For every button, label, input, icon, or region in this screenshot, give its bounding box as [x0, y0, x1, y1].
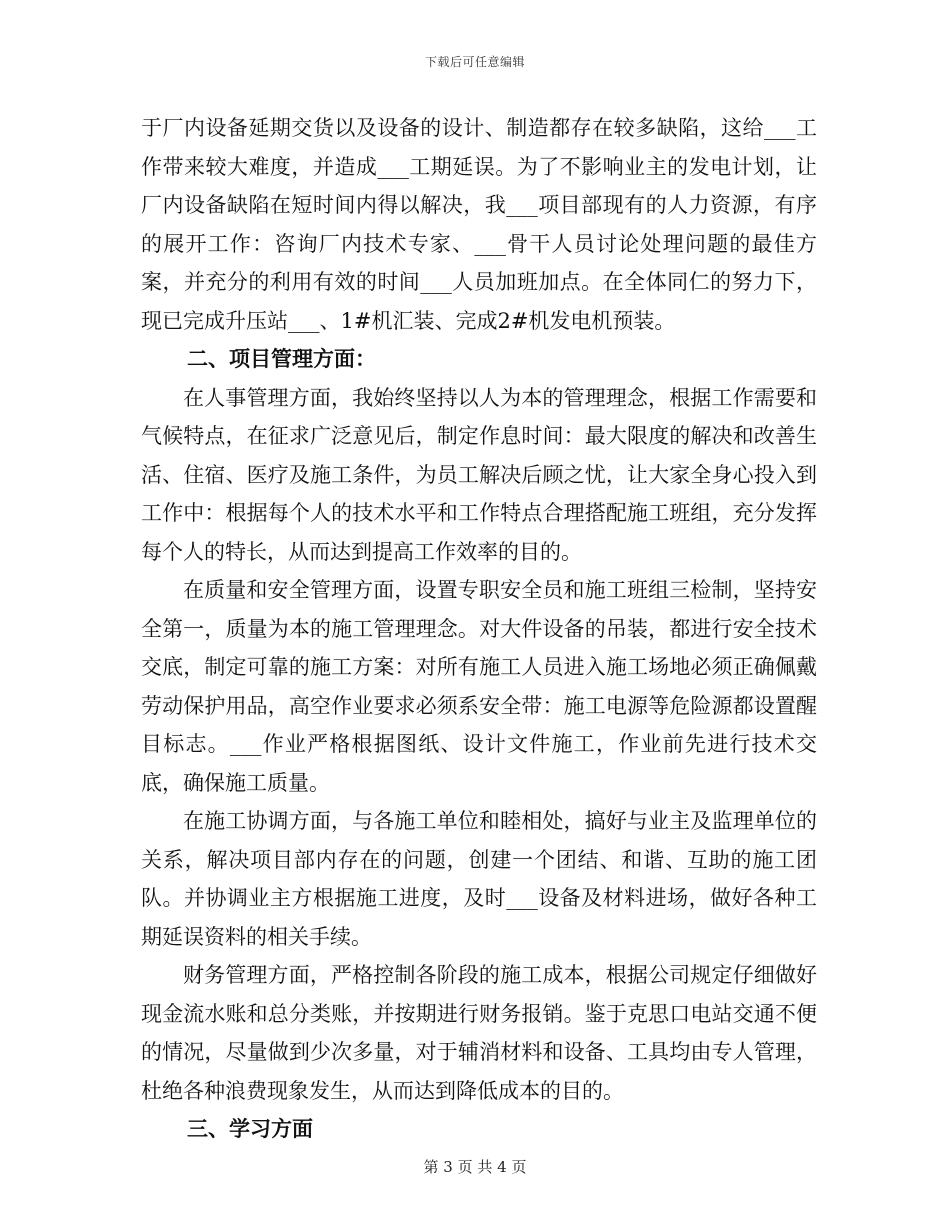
- paragraph-personnel-management: 在人事管理方面，我始终坚持以人为本的管理理念，根据工作需要和气候特点，在征求广泛意见后，制定作息时间：最大限度的解决和改善生活、住宿、医疗及施工条件，为员工解决后顾之忧，让大家全身心投入到工作中：根据每个人的技术水平和工作特点合理搭配施工班组，充分发挥每个人的特长，从而达到提高工作效率的目的。: [141, 385, 817, 564]
- section-heading-project-management: 二、项目管理方面：: [187, 346, 376, 371]
- section-heading-study: 三、学习方面: [187, 1116, 313, 1141]
- paragraph-coordination: 在施工协调方面，与各施工单位和睦相处，搞好与业主及监理单位的关系，解决项目部内存在的问题，创建一个团结、和谐、互助的施工团队。并协调业主方根据施工进度，及时___设备及材料进场，做好各种工期延误资料的相关手续。: [141, 809, 817, 949]
- paragraph-continued: 于厂内设备延期交货以及设备的设计、制造都存在较多缺陷，这给___工作带来较大难度，并造成___工期延误。为了不影响业主的发电计划，让厂内设备缺陷在短时间内得以解决，我___项目部现有的人力资源，有序的展开工作：咨询厂内技术专家、___骨干人员讨论处理问题的最佳方案，并充分的利用有效的时间___人员加班加点。在全体同仁的努力下，现已完成升压站___、1#机汇装、完成2#机发电机预装。: [141, 116, 817, 333]
- paragraph-finance: 财务管理方面，严格控制各阶段的施工成本，根据公司规定仔细做好现金流水账和总分类账，并按期进行财务报销。鉴于克思口电站交通不便的情况，尽量做到少次多量，对于辅消材料和设备、工具均由专人管理，杜绝各种浪费现象发生，从而达到降低成本的目的。: [141, 963, 817, 1103]
- page-number-footer: 第 3 页 共 4 页: [423, 1158, 527, 1176]
- document-body: [141, 109, 817, 1149]
- page-header: 下载后可任意编辑: [424, 55, 525, 69]
- paragraph-quality-safety: 在质量和安全管理方面，设置专职安全员和施工班组三检制，坚持安全第一，质量为本的施工管理理念。对大件设备的吊装，都进行安全技术交底，制定可靠的施工方案：对所有施工人员进入施工场地必须正确佩戴劳动保护用品，高空作业要求必须系安全带：施工电源等危险源都设置醒目标志。___作业严格根据图纸、设计文件施工，作业前先进行技术交底，确保施工质量。: [141, 578, 817, 795]
